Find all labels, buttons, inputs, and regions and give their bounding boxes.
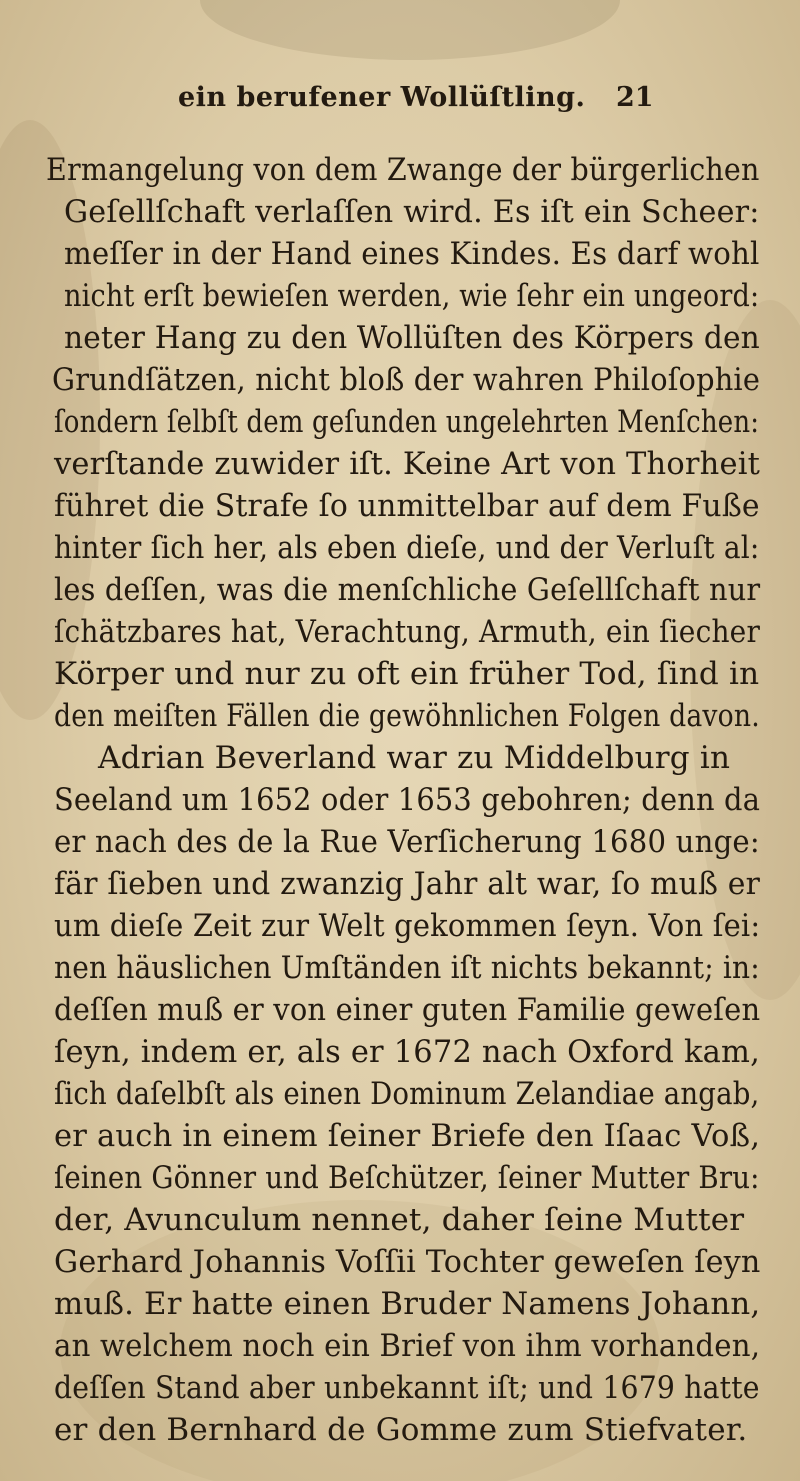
text-line: Gerhard Johannis Voſſii Tochter geweſen ſeyn [54,1244,761,1280]
text-line: ſeinen Gönner und Beſchützer, ſeiner Mutter Bru: [54,1160,760,1196]
text-line: den meiſten Fällen die gewöhnlichen Folgen davon. [54,698,760,734]
text-line: deſſen muß er von einer guten Familie geweſen [54,992,761,1028]
text-line: fär ſieben und zwanzig Jahr alt war, ſo muß er [54,866,761,902]
page-header [0,82,800,122]
text-line: führet die Strafe ſo unmittelbar auf dem Fuße [54,488,760,524]
text-line: verſtande zuwider iſt. Keine Art von Thorheit [54,446,761,482]
text-line: er den Bernhard de Gomme zum Stiefvater. [54,1412,748,1448]
text-line: Körper und nur zu oft ein früher Tod, ſind in [54,656,760,692]
text-line: Seeland um 1652 oder 1653 gebohren; denn da [54,782,761,818]
text-line: ſchätzbares hat, Verachtung, Armuth, ein ſiecher [54,614,761,650]
text-line: Geſellſchaft verlaſſen wird. Es iſt ein Scheer: [64,194,760,230]
text-line: ſeyn, indem er, als er 1672 nach Oxford kam, [54,1034,761,1070]
running-title: ein berufener Wollüſtling. [178,82,586,113]
text-line: les deſſen, was die menſchliche Geſellſchaft nur [54,572,761,608]
paper-stain [200,0,620,60]
text-line: er nach des de la Rue Verſicherung 1680 unge: [54,824,760,860]
text-line: muß. Er hatte einen Bruder Namens Johann, [54,1286,761,1322]
text-line: an welchem noch ein Brief von ihm vorhanden, [54,1328,761,1364]
page-number: 21 [616,82,654,113]
text-line: ſich daſelbſt als einen Dominum Zelandiae angab, [54,1076,760,1112]
text-line: nicht erſt bewieſen werden, wie ſehr ein ungeord: [64,278,760,314]
text-line: der, Avunculum nennet, daher ſeine Mutter [54,1202,745,1238]
text-line: hinter ſich her, als eben dieſe, und der Verluſt al: [54,530,760,566]
text-line: meſſer in der Hand eines Kindes. Es darf wohl [64,236,760,272]
text-line: nen häuslichen Umſtänden iſt nichts bekannt; in: [54,950,760,986]
text-line: ſondern ſelbſt dem geſunden ungelehrten Menſchen: [54,404,760,440]
text-line: Ermangelung von dem Zwange der bürgerlichen [46,152,760,188]
text-line: Grundſätzen, nicht bloß der wahren Philoſophie [52,362,761,398]
text-line: er auch in einem ſeiner Briefe den Iſaac Voß, [54,1118,761,1154]
text-line: neter Hang zu den Wollüſten des Körpers den [64,320,760,356]
text-line: deſſen Stand aber unbekannt iſt; und 1679 hatte [54,1370,760,1406]
text-line: Adrian Beverland war zu Middelburg in [98,740,731,776]
text-line: um dieſe Zeit zur Welt gekommen ſeyn. Von ſei: [54,908,761,944]
